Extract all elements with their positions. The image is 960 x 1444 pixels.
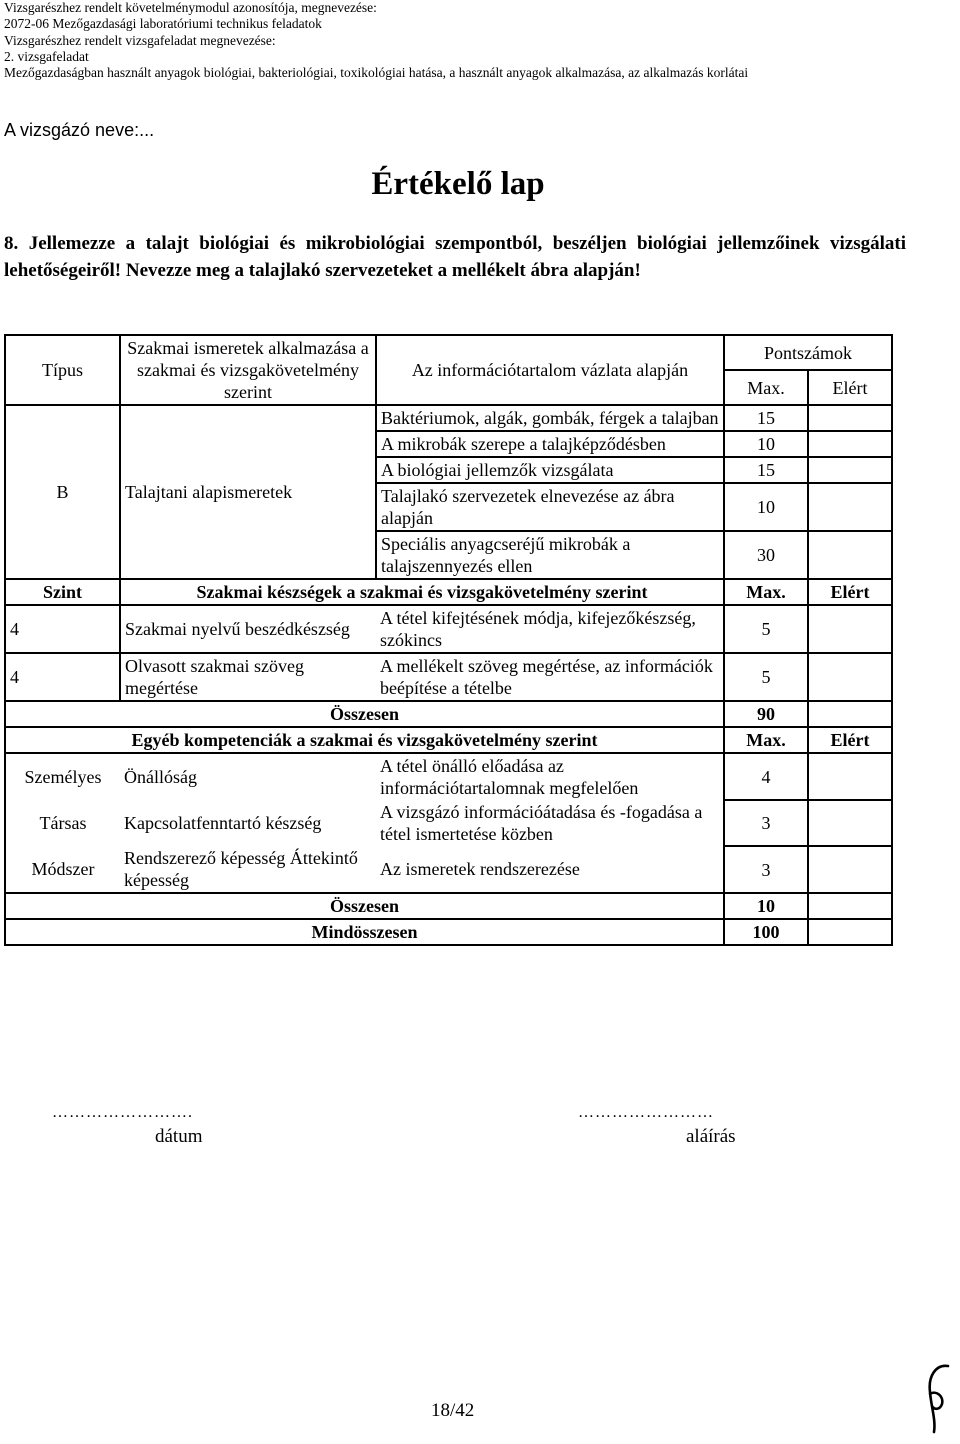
competence-type-cell: Módszer	[5, 846, 120, 893]
skills-total-value: 90	[724, 701, 808, 727]
table-row	[5, 753, 892, 800]
signature-line: ……………………	[578, 1104, 714, 1121]
max-points-cell: 3	[724, 846, 808, 893]
task-description: 8. Jellemezze a talajt biológiai és mikrobiológiai szempontból, beszéljen biológiai jellemzőinek vizsgálati lehetőségeiről! Nevezze meg a talajlakó szervezeteket a mellékelt ábra alapján!	[4, 233, 906, 281]
achieved-points-cell	[808, 653, 892, 701]
competence-type-cell: Személyes	[5, 753, 120, 800]
header-line-4: 2. vizsgafeladat	[4, 48, 89, 64]
column-header-max: Max.	[724, 370, 808, 405]
achieved-points-cell	[808, 483, 892, 531]
skill-description-cell: A tétel kifejtésének módja, kifejezőkészség, szókincs	[376, 605, 724, 653]
skill-level-cell: 4	[5, 653, 120, 701]
competence-type-cell: Társas	[5, 800, 120, 846]
max-points-cell: 15	[724, 457, 808, 483]
table-row	[5, 846, 892, 893]
max-points-cell: 3	[724, 800, 808, 846]
max-points-cell: 10	[724, 431, 808, 457]
date-line: …………………….	[52, 1104, 193, 1121]
outline-item: Baktériumok, algák, gombák, férgek a talajban	[376, 405, 724, 431]
column-header-points: Pontszámok	[724, 335, 892, 370]
competences-total-value: 10	[724, 893, 808, 919]
skill-name-cell: Olvasott szakmai szöveg megértése	[120, 653, 376, 701]
max-points-cell: 5	[724, 605, 808, 653]
max-points-cell: 30	[724, 531, 808, 579]
grand-total-value: 100	[724, 919, 808, 945]
max-points-cell: 4	[724, 753, 808, 800]
skills-header-row	[5, 579, 892, 605]
competence-description-cell: A vizsgázó információátadása és -fogadása a tétel ismertetése közben	[376, 800, 724, 846]
competences-total-label: Összesen	[5, 893, 724, 919]
skill-description-cell: A mellékelt szöveg megértése, az információk beépítése a tételbe	[376, 653, 724, 701]
date-label: dátum	[155, 1126, 203, 1147]
achieved-points-cell	[808, 701, 892, 727]
competences-total-row	[5, 893, 892, 919]
header-line-2: 2072-06 Mezőgazdasági laboratóriumi technikus feladatok	[4, 16, 322, 32]
competences-achieved-header: Elért	[808, 727, 892, 753]
skills-max-header: Max.	[724, 579, 808, 605]
candidate-name-label: A vizsgázó neve:...	[4, 120, 155, 140]
column-header-achieved: Elért	[808, 370, 892, 405]
level-header: Szint	[5, 579, 120, 605]
competence-description-cell: Az ismeretek rendszerezése	[376, 846, 724, 893]
outline-item: A mikrobák szerepe a talajképződésben	[376, 431, 724, 457]
table-row	[5, 653, 892, 701]
achieved-points-cell	[808, 605, 892, 653]
competences-header-row	[5, 727, 892, 753]
table-row	[5, 405, 892, 431]
table-header-row	[5, 335, 892, 370]
skill-name-cell: Szakmai nyelvű beszédkészség	[120, 605, 376, 653]
competence-skill-cell: Rendszerező képesség Áttekintő képesség	[120, 846, 376, 893]
page-number: 18/42	[431, 1400, 475, 1421]
table-row	[5, 800, 892, 846]
competences-heading: Egyéb kompetenciák a szakmai és vizsgakövetelmény szerint	[5, 727, 724, 753]
achieved-points-cell	[808, 800, 892, 846]
achieved-points-cell	[808, 531, 892, 579]
skills-heading: Szakmai készségek a szakmai és vizsgakövetelmény szerint	[120, 579, 724, 605]
grand-total-label: Mindösszesen	[5, 919, 724, 945]
column-header-outline: Az információtartalom vázlata alapján	[376, 335, 724, 405]
achieved-points-cell	[808, 846, 892, 893]
signature-label: aláírás	[686, 1126, 736, 1147]
column-header-type: Típus	[5, 335, 120, 405]
achieved-points-cell	[808, 919, 892, 945]
table-row	[5, 605, 892, 653]
competence-skill-cell: Kapcsolatfenntartó készség	[124, 813, 322, 833]
skills-total-label: Összesen	[5, 701, 724, 727]
achieved-points-cell	[808, 457, 892, 483]
outline-item: A biológiai jellemzők vizsgálata	[376, 457, 724, 483]
section-type-cell: B	[5, 405, 120, 579]
achieved-points-cell	[808, 753, 892, 800]
skills-achieved-header: Elért	[808, 579, 892, 605]
competence-description-cell: A tétel önálló előadása az információtartalomnak megfelelően	[376, 753, 724, 800]
section-knowledge-cell: Talajtani alapismeretek	[120, 405, 376, 579]
skills-total-row	[5, 701, 892, 727]
column-header-knowledge: Szakmai ismeretek alkalmazása a szakmai és vizsgakövetelmény szerint	[120, 335, 376, 405]
outline-item: Speciális anyagcseréjű mikrobák a talajszennyezés ellen	[376, 531, 724, 579]
achieved-points-cell	[808, 405, 892, 431]
header-line-5: Mezőgazdaságban használt anyagok biológiai, bakteriológiai, toxikológiai hatása, a használt anyagok alkalmazása, az alkalmazás korlátai	[4, 65, 749, 81]
grand-total-row	[5, 919, 892, 945]
max-points-cell: 15	[724, 405, 808, 431]
outline-item: Talajlakó szervezetek elnevezése az ábra alapján	[376, 483, 724, 531]
skill-level-cell: 4	[5, 605, 120, 653]
achieved-points-cell	[808, 893, 892, 919]
handwritten-mark-icon	[918, 1360, 958, 1438]
max-points-cell: 10	[724, 483, 808, 531]
header-line-3: Vizsgarészhez rendelt vizsgafeladat megnevezése:	[4, 32, 276, 48]
page-title: Értékelő lap	[371, 166, 545, 202]
competence-skill-cell: Önállóság	[120, 753, 376, 800]
header-line-1: Vizsgarészhez rendelt követelménymodul azonosítója, megnevezése:	[4, 0, 377, 15]
achieved-points-cell	[808, 431, 892, 457]
evaluation-table	[4, 334, 893, 946]
competences-max-header: Max.	[724, 727, 808, 753]
max-points-cell: 5	[724, 653, 808, 701]
document-header	[4, 0, 954, 81]
